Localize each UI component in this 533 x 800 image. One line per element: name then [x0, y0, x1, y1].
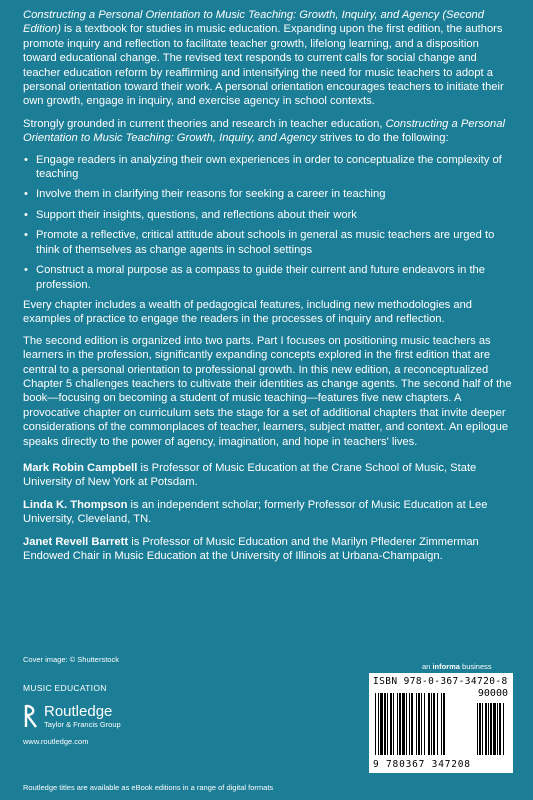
list-item: • Involve them in clarifying their reasons for seeking a career in teaching — [23, 187, 513, 201]
author-name: Janet Revell Barrett — [23, 535, 129, 548]
book-title-italic: Constructing a Personal Orientation to Music Teaching: Growth, Inquiry, and Agency — [23, 117, 505, 145]
informa-brand: informa — [432, 662, 460, 671]
publisher-group: Taylor & Francis Group — [44, 719, 121, 729]
author-bios — [23, 461, 513, 563]
author-bio: Janet Revell Barrett is Professor of Music Education and the Marilyn Pflederer Zimmerman Endowed Chair in Music Education at the University of Illinois at Urbana-Champaign. — [23, 535, 479, 562]
barcode-icon — [373, 689, 509, 759]
aims-paragraph: Strongly grounded in current theories and research in teacher education, Constructing a Personal Orientation to Music Teaching: Growth, Inquiry, and Agency strives to do the following: — [23, 117, 505, 145]
publisher-name: Routledge — [44, 702, 113, 720]
informa-tagline: an informa business — [422, 662, 492, 671]
intro-paragraph: Constructing a Personal Orientation to Music Teaching: Growth, Inquiry, and Agency (Second Edition) is a textbook for studies in music education. Expanding upon the first edition, the authors promote inquiry and reflection to facilitate teacher growth, lifelong learning, and a disposition toward educational change. The revised text responds to current calls for social change and teacher education reform by reaffirming and intensifying the need for music teachers to adopt a personal orientation toward their work. A personal orientation encourages teachers to initiate their own growth, engage in inquiry, and exercise agency in school contexts. — [23, 9, 504, 108]
list-item: • Promote a reflective, critical attitude about schools in general as music teachers are urged to think of themselves as change agents in school settings — [23, 228, 513, 257]
author-bio: Mark Robin Campbell is Professor of Music Education at the Crane School of Music, State University of New York at Potsdam. — [23, 461, 477, 489]
aims-list — [23, 153, 513, 292]
ebook-note: Routledge titles are available as eBook editions in a range of digital formats — [23, 783, 274, 792]
organization-paragraph: The second edition is organized into two parts. Part I focuses on positioning music teachers as learners in the profession, significantly expanding concepts explored in the first edition that are central to a personal orientation to professional growth. In this new edition, a reconceptualized Chapter 5 challenges teachers to cultivate their identities as change agents. The second half of the book—focusing on becoming a student of music teaching—features five new chapters. A provocative chapter on curriculum sets the stage for a set of additional chapters that invite deeper considerations of the commonplaces of teacher, learners, subject matter, and context. An epilogue speaks directly to the power of agency, imagination, and hope in teachers' lives. — [23, 334, 512, 448]
author-name: Linda K. Thompson — [23, 498, 128, 511]
author-bio: Linda K. Thompson is an independent scholar; formerly Professor of Music Education at Lee University, Cleveland, TN. — [23, 498, 488, 526]
price-code: 90000 — [477, 688, 508, 699]
book-title-italic: Constructing a Personal Orientation to Music Teaching: Growth, Inquiry, and Agency (Second Edition) — [23, 9, 485, 36]
subject-category: MUSIC EDUCATION — [23, 683, 107, 693]
cover-credit: Cover image: © Shutterstock — [23, 655, 119, 664]
features-paragraph: Every chapter includes a wealth of pedagogical features, including new methodologies and examples of practice to engage the readers in the processes of inquiry and reflection. — [23, 298, 473, 326]
isbn-barcode — [369, 673, 513, 773]
isbn-label: ISBN 978-0-367-34720-8 — [373, 676, 508, 687]
barcode-digits: 9 780367 347208 — [373, 759, 471, 770]
back-cover-text — [23, 8, 513, 571]
routledge-logo-icon — [23, 703, 39, 729]
list-item: • Construct a moral purpose as a compass to guide their current and future endeavors in the profession. — [23, 263, 513, 292]
publisher-website[interactable]: www.routledge.com — [23, 737, 89, 746]
publisher-logo — [23, 703, 121, 729]
list-item: • Engage readers in analyzing their own experiences in order to conceptualize the complexity of teaching — [23, 153, 513, 182]
author-name: Mark Robin Campbell — [23, 461, 138, 474]
list-item: • Support their insights, questions, and reflections about their work — [23, 208, 513, 222]
